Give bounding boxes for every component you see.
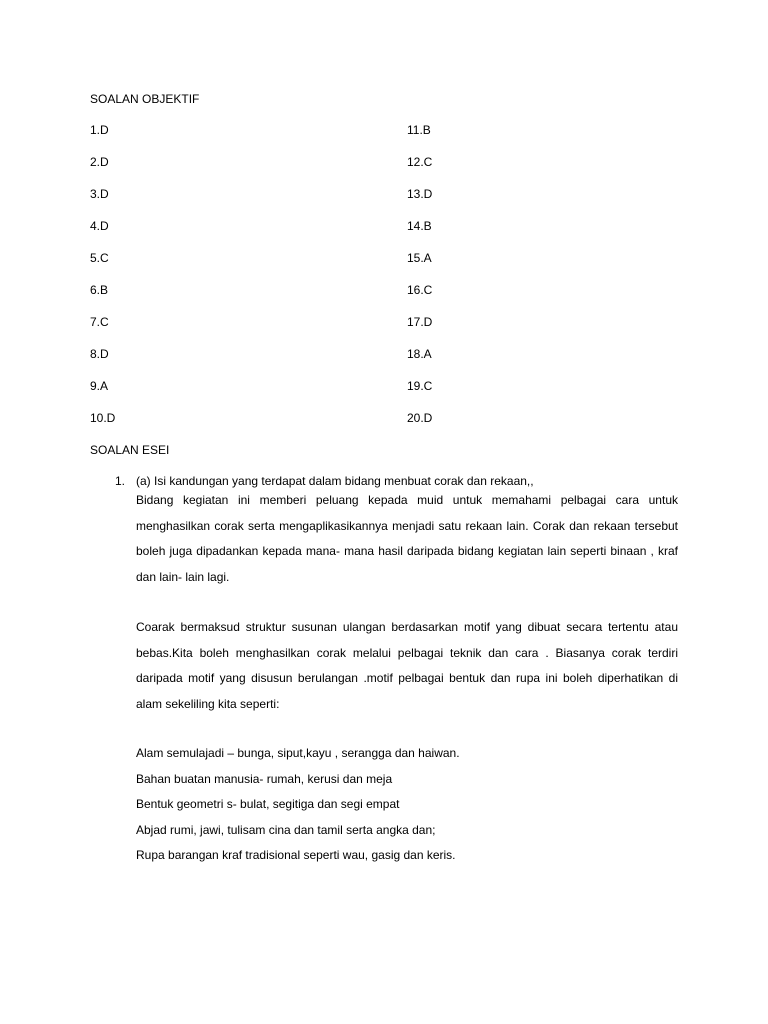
answer-item: 2.D <box>90 155 109 169</box>
answer-item: 20.D <box>407 411 433 425</box>
answer-item: 14.B <box>407 219 432 233</box>
example-list-item: Alam semulajadi – bunga, siput,kayu , serangga dan haiwan. <box>136 746 460 760</box>
example-list-item: Abjad rumi, jawi, tulisam cina dan tamil serta angka dan; <box>136 823 436 837</box>
answer-item: 13.D <box>407 187 433 201</box>
answer-item: 18.A <box>407 347 432 361</box>
objective-heading: SOALAN OBJEKTIF <box>90 92 200 106</box>
answer-item: 19.C <box>407 379 433 393</box>
essay-item-number: 1. <box>115 474 126 488</box>
essay-paragraph: Bidang kegiatan ini memberi peluang kepada muid untuk memahami pelbagai cara untuk menghasilkan corak serta mengaplikasikannya menjadi satu rekaan lain. Corak dan rekaan tersebut boleh juga dipadankan kepada mana- mana hasil daripada bidang kegiatan lain seperti binaan , kraf dan lain- lain lagi. <box>136 493 678 584</box>
essay-question: (a) Isi kandungan yang terdapat dalam bidang menbuat corak dan rekaan,, <box>136 474 534 488</box>
essay-heading: SOALAN ESEI <box>90 443 170 457</box>
answer-item: 3.D <box>90 187 109 201</box>
answer-item: 6.B <box>90 283 109 297</box>
answer-item: 7.C <box>90 315 109 329</box>
answer-item: 12.C <box>407 155 433 169</box>
answer-item: 1.D <box>90 123 109 137</box>
example-list-item: Rupa barangan kraf tradisional seperti wau, gasig dan keris. <box>136 848 456 862</box>
answer-item: 10.D <box>90 411 116 425</box>
answer-item: 16.C <box>407 283 433 297</box>
example-list-item: Bahan buatan manusia- rumah, kerusi dan meja <box>136 772 393 786</box>
answer-item: 5.C <box>90 251 109 265</box>
example-list-item: Bentuk geometri s- bulat, segitiga dan segi empat <box>136 797 400 811</box>
answer-item: 11.B <box>407 123 431 137</box>
answer-item: 8.D <box>90 347 109 361</box>
answer-item: 17.D <box>407 315 433 329</box>
answer-item: 4.D <box>90 219 109 233</box>
answer-item: 9.A <box>90 379 109 393</box>
essay-paragraph: Coarak bermaksud struktur susunan ulangan berdasarkan motif yang dibuat secara tertentu atau bebas.Kita boleh menghasilkan corak melalui pelbagai teknik dan cara . Biasanya corak terdiri daripada motif yang disusun berulangan .motif pelbagai bentuk dan rupa ini boleh diperhatikan di alam sekeliling kita seperti: <box>136 620 678 711</box>
answer-item: 15.A <box>407 251 432 265</box>
